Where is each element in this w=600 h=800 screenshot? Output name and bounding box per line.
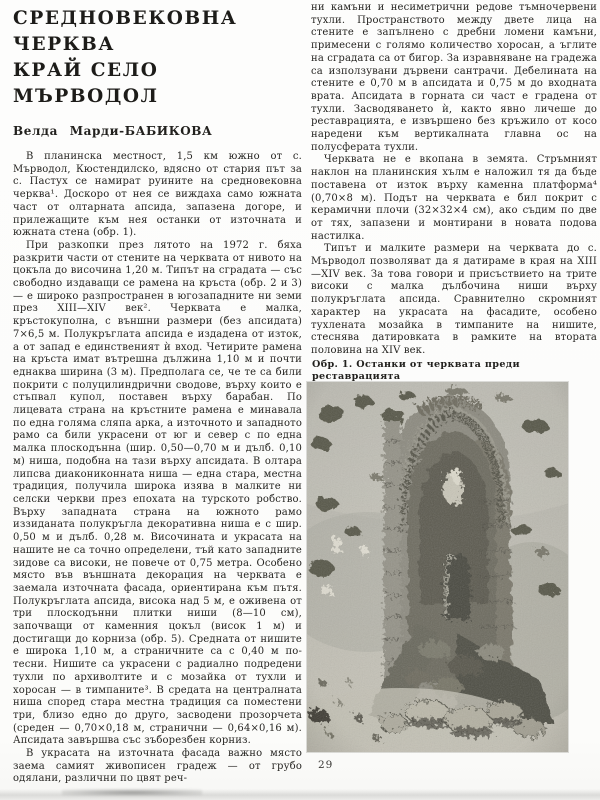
paragraph: В украсата на източната фасада важно място заема самият живописен градеж — от грубо одялани, различни по цвят реч- <box>13 748 302 785</box>
figure1-photo <box>307 382 568 752</box>
article-author: Велда Марди-БАБИКОВА <box>13 124 213 138</box>
right-column-text <box>311 2 597 354</box>
paragraph: При разкопки през лятото на 1972 г. бяха разкрити части от стените на черквата от нивото на цокъла до височина 1,20 м. Типът на сградата — със свободно издаващи се рамена на кръста (обр. 2 и 3) — е широко разпространен в югозападните ни земи през XIII—XIV век². Черквата е малка, кръстокуполна, с външни размери (без апсидата) 7×6,5 м. Полукръглата апсида е издадена от изток, а от запад е единственият ѝ вход. Четирите рамена на кръста имат вътрешна дължина 1,10 м и почти еднаква ширина (3 м). Предполага се, че те са били покрити с полуцилиндрични сводове, върху които е стъпвал купол, поставен върху барабан. По лицевата страна на кръстните рамена е минавала по една голяма сляпа арка, а източното и западното рамо са били украсени от юг и север с по една малка плоскодънна (шир. 0,50—0,70 м и дълб. 0,10 м) ниша, подобна на тази върху апсидата. В олтара липсва диакониконната ниша — една стара, местна традиция, получила широка изява в малките ни селски черкви през епохата на турското робство. Върху западната страна на южното рамо иззиданата полукръгла декоративна ниша е с шир. 0,50 м и дълб. 0,28 м. Височината и украсата на нашите не са точно определени, тъй като западните зидове са високи, не повече от 0,75 метра. Особено място във външната декорация на черквата е заемала източната фасада, ориентирана към пътя. Полукръглата апсида, висока над 5 м, е оживена от три плоскодънни плитки ниши (8—10 см), започващи от каменния цокъл (висок 1 м) и достигащи до корниза (обр. 5). Средната от нишите е широка 1,10 м, а страничните са с 0,40 м по-тесни. Нишите са украсени с радиално подредени тухли по архиволтите и с мозайка от тухли и хоросан — в тимпаните³. В средата на централната ниша според стара местна традиция са поместени три, близо едно до друго, засводени прозорчета (среден — 0,70×0,18 м, странични — 0,64×0,16 м). Апсидата завършва със зъборезбен корниз. <box>13 239 302 747</box>
page-number: 29 <box>318 759 334 771</box>
article-title-line2: КРАЙ СЕЛО МЪРВОДОЛ <box>13 60 159 107</box>
right-column <box>311 2 597 354</box>
left-column <box>13 6 302 794</box>
paragraph: Типът и малките размери на черквата до с. Мърводол позволяват да я датираме в края на XIII—XIV век. За това говори и присъствието на трите високи с малка дълбочина ниши върху полукръглата апсида. Сравнително скромният характер на украсата на фасадите, особено тухлената мозайка в тимпаните на нишите, стеснява датировката в рамките на втората половина на XIV век. <box>311 243 597 354</box>
paragraph: В планинска местност, 1,5 км южно от с. Мърводол, Кюстендилско, вдясно от стария път за с. Пастух се намират руините на средновековна черква¹. Доскоро от нея се виждаха само южната част от олтарната апсида, запазена догоре, и прилежащите към нея останки от източната и южната стена (обр. 1). <box>13 151 302 239</box>
figure1-caption: Обр. 1. Останки от черквата преди реставрацията <box>312 359 520 382</box>
article-title-line1: СРЕДНОВЕКОВНА ЧЕРКВА <box>13 8 238 55</box>
left-column-text <box>13 151 302 786</box>
church-ruins-illustration <box>307 382 568 752</box>
scan-smudge <box>62 789 202 796</box>
paragraph: Черквата не е вкопана в земята. Стръмният наклон на планинския хълм е наложил тя да бъде поставена от изток върху каменна платформа⁴ (0,70×8 м). Подът на черквата е бил покрит с керамични плочи (32×32×4 см), ако съдим по две от тях, запазени и монтирани в новата подова настилка. <box>311 154 597 242</box>
article-title <box>13 6 302 110</box>
paragraph: ни камъни и несиметрични редове тъмночервени тухли. Пространството между двете лица на стените е запълнено с дребни ломени камъни, примесени с голямо количество хоросан, а ъглите на сградата са от бигор. За изравняване на градежа са използувани дървени сантрачи. Дебелината на стените е 0,70 м в апсидата и 0,75 м до входната врата. Апсидата в горната си част е градена от тухли. Засводяването ѝ, както явно личеше до реставрацията, е извършено без кръжило от косо наредени към вертикалната главна ос на полусферата тухли. <box>311 2 597 153</box>
